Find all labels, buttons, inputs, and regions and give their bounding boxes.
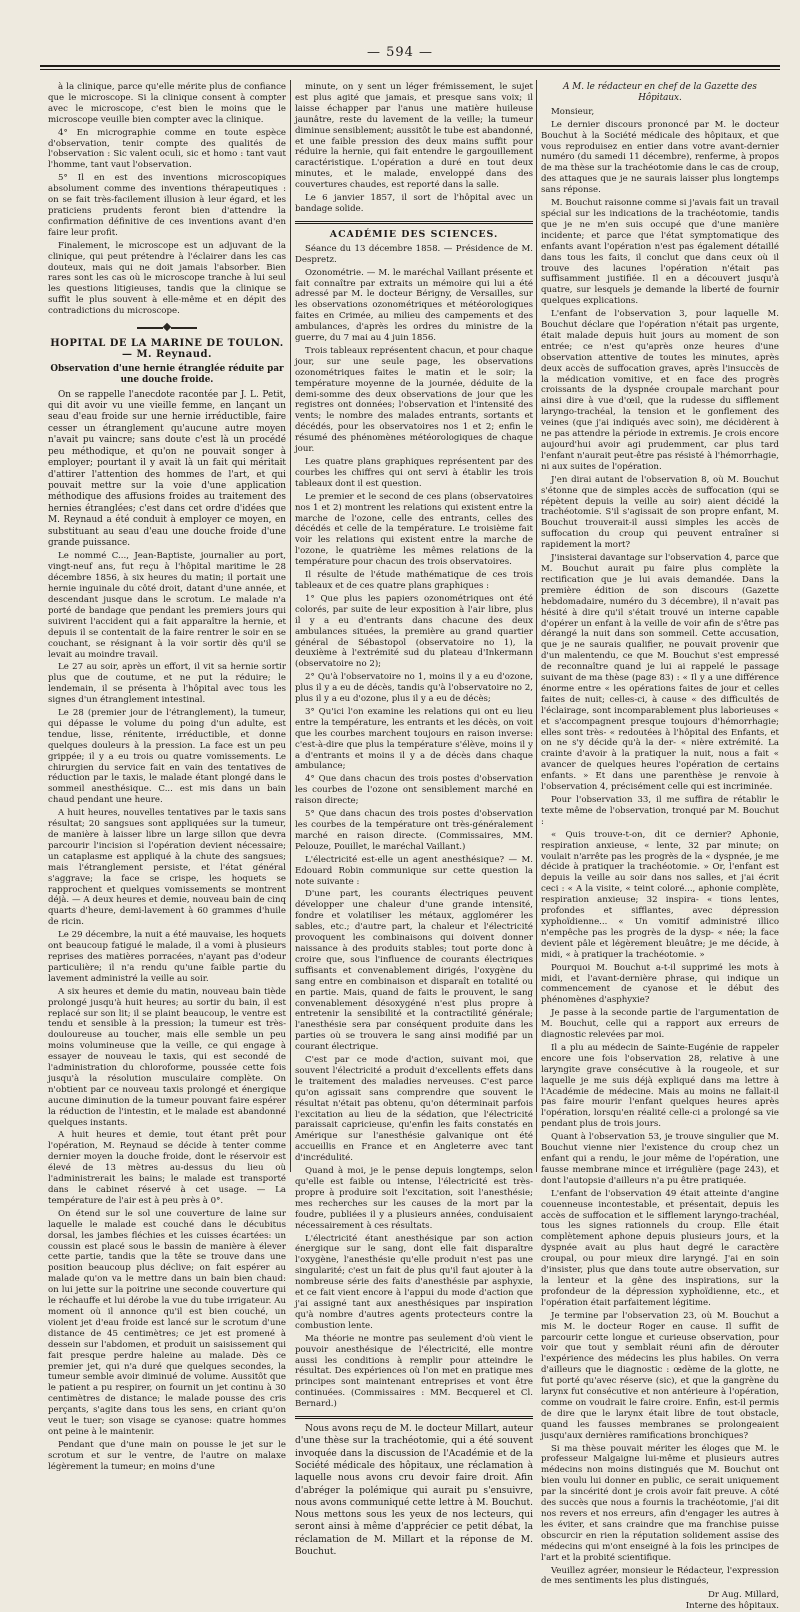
paragraph: 2° Qu'à l'observatoire no 1, moins il y a eu d'ozone, plus il y a eu de décès, tandis qu'à l'observatoire no 2, plus il y a eu d'ozone, plus il y a eu de décès; [295, 672, 533, 705]
section-rule [295, 1416, 533, 1419]
paragraph: 4° En micrographie comme en toute espèce d'observation, tenir compte des qualités de l'observation : Sic valent oculi, sic et homo : tant vaut l'homme, tant vaut l'observation. [48, 127, 286, 171]
paragraph: 5° Il en est des inventions microscopiques absolument comme des inventions thérapeutiques : on se fait très-facilement illusion à leur égard, et les praticiens prudents feront bien d'attendre la confirmation définitive de ces inventions avant d'en faire leur profit. [48, 173, 286, 238]
paragraph: 3° Qu'ici l'on examine les relations qui ont eu lieu entre la température, les entrants et les décès, on voit que les courbes marchent toujours en raison inverse: c'est-à-dire que plus la température s'élève, moins il y a d'entrants et moins il y a de décès dans chaque ambulance; [295, 706, 533, 772]
letter-address: A M. le rédacteur en chef de la Gazette des Hôpitaux. [563, 82, 757, 103]
ornament-divider [137, 323, 197, 333]
paragraph: Je termine par l'observation 23, où M. Bouchut a mis M. le docteur Roger en cause. Il suffit de parcourir cette longue et curieuse observation, pour voir que tout y semblait réuni afin de dérouter l'expérience des médecins les plus habiles. On verra d'ailleurs que le diagnostic : œdème de la glotte, ne fut porté qu'avec réserve (sic), et que la gangrène du larynx fut consécutive et non antérieure à l'opération, comme on voudrait le faire croire. Enfin, est-il permis de dire que le larynx était libre de tout obstacle, quand les fausses membranes se prolongeaient jusqu'aux dernières ramifications bronchiques? [541, 1310, 779, 1441]
salutation: Monsieur, [551, 106, 595, 117]
paragraph: Ozonométrie. — M. le maréchal Vaillant présente et fait connaître par extraits un mémoire qui lui a été adressé par M. le docteur Bérigny, de Versailles, sur les observations ozonométriques et météorologiques faites en Crimée, au milieu des campements et des ambulances, d'après les ordres du ministre de la guerre, du 7 mai au 4 juin 1856. [295, 267, 533, 344]
header-rule [40, 65, 780, 67]
paragraph: Je passe à la seconde partie de l'argumentation de M. Bouchut, celle qui a rapport aux erreurs de diagnostic relevées par moi. [541, 1008, 779, 1041]
paragraph: Quant à l'observation 53, je trouve singulier que M. Bouchut vienne nier l'existence du croup chez un enfant qui a rendu, le jour même de l'opération, une fausse membrane mince et irrégulière (page 243), et dont l'autopsie d'ailleurs n'a pu être pratiquée. [541, 1132, 779, 1186]
paragraph: Si ma thèse pouvait mériter les éloges que M. le professeur Malgaigne lui-même et plusieurs autres médecins non moins distingués que M. Bouchut ont bien voulu lui donner en public, ce serait uniquement par la sincérité dont je crois avoir fait preuve. A côté des succès que nous a fournis la trachéotomie, j'ai dit nos revers et nos erreurs, afin d'engager les autres à les éviter, et sans craindre que ma franchise puisse obscurcir en rien la réputation solidement assise des médecins qui m'ont enseigné à la fois les principes de l'art et la probité scientifique. [541, 1443, 779, 1563]
paragraph: à la clinique, parce qu'elle mérite plus de confiance que le microscope. Si la clinique consent à compter avec le microscope, c'est bien le moins que le microscope veuille bien compter avec la clinique. [48, 82, 286, 125]
paragraph: Quand à moi, je le pense depuis longtemps, selon qu'elle est faible ou intense, l'électricité est très-propre à produire soit l'excitation, soit l'anesthésie; mes recherches sur les causes de la mort par la foudre, publiées il y a plusieurs années, conduisaient nécessairement à ces résultats. [295, 1166, 533, 1231]
signature [541, 1590, 779, 1612]
paragraph: A huit heures, nouvelles tentatives par le taxis sans résultat; 20 sangsues sont appliquées sur la tumeur, de manière à laisser libre un large sillon que devra parcourir l'incision si l'opération devient nécessaire; un cataplasme est appliqué à la chute des sangsues; mais l'étranglement persiste, et l'état général s'aggrave; la face se crispe, les hoquets se rapprochent et quelques vomissements se montrent déjà. — A deux heures et demie, nouveau bain de cinq quarts d'heure, demi-lavement à 60 grammes d'huile de ricin. [48, 808, 286, 928]
paragraph: « Quis trouve-t-on, dit ce dernier? Aphonie, respiration anxieuse, « lente, 32 par minute; on voulait n'arrête pas les progrès de la « dyspnée, je me décide à pratiquer la trachéotomie. » Or, l'enfant est depuis la veille au soir dans nos salles, et j'ai écrit ceci : « A la visite, « teint coloré..., aphonie complète, respiration anxieuse; 32 inspira- « tions lentes, profondes et sifflantes, avec dépression xyphoïdienne... « Un vomitif administré illico n'empêche pas les progrès de la dysp- « née; la face devient pâle et légèrement bleuâtre; je me décide, à midi, « à pratiquer la trachéotomie. » [541, 829, 779, 960]
paragraph: Les quatre plans graphiques représentent par des courbes les chiffres qui ont servi à établir les trois tableaux dont il est question. [295, 457, 533, 489]
column-divider [536, 80, 537, 1172]
paragraph: Trois tableaux représentent chacun, et pour chaque jour, sur une seule page, les observations ozonométriques faites le matin et le soir; la température moyenne de la journée, déduite de la demi-somme des deux observations de jour que les registres ont données; l'observation et l'intensité des vents; le nombre des malades entrants, sortants et décédés, pour les observatoires nos 1 et 2; enfin le résumé des phénomènes météorologiques de chaque jour. [295, 345, 533, 455]
column-1 [48, 82, 286, 1472]
column-divider [290, 80, 291, 1172]
paragraph: Il résulte de l'étude mathématique de ces trois tableaux et de ces quatre plans graphiques : [295, 570, 533, 591]
paragraph: Le 27 au soir, après un effort, il vit sa hernie sortir plus que de coutume, et ne put la réduire; le lendemain, il se présenta à l'hôpital avec tous les signes d'un étranglement intestinal. [48, 662, 286, 706]
paragraph: L'enfant de l'observation 3, pour laquelle M. Bouchut déclare que l'opération n'était pas urgente, était malade depuis huit jours au moment de son entrée; ce n'est qu'après onze heures d'une observation attentive de toutes les minutes, après deux accès de suffocation graves, après l'insuccès de la médication vomitive, et en face des progrès croissants de la dyspnée croupale marchant pour ainsi dire à vue d'œil, que la rudesse du sifflement laryngo-trachéal, la tension et le gonflement des veines (que j'ai indiqués avec soin), me décidèrent à ne pas attendre la période in extremis. Je crois encore aujourd'hui avoir agi prudemment, car plus tard l'enfant n'aurait peut-être pas résisté à l'hémorrhagie, ni aux suites de l'opération. [541, 309, 779, 472]
paragraph: Le 28 (premier jour de l'étranglement), la tumeur, qui dépasse le volume du poing d'un adulte, est tendue, lisse, rénitente, irréductible, et donne quelques douleurs à la pression. La face est un peu grippée; il y a eu trois ou quatre vomissements. Le chirurgien du service fait en vain des tentatives de réduction par le taxis, le malade étant plongé dans le sommeil anesthésique. C... est mis dans un bain chaud pendant une heure. [48, 708, 286, 806]
paragraph: 5° Que dans chacun des trois postes d'observation les courbes de la température ont très-généralement marché en raison directe. (Commissaires, MM. Pelouze, Pouillet, le maréchal Vaillant.) [295, 809, 533, 852]
paragraph: M. Bouchut raisonne comme si j'avais fait un travail spécial sur les indications de la trachéotomie, tandis que je ne m'en suis occupé que d'une manière incidente; et parce que l'état symptomatique des enfants avant l'opération n'est pas également détaillé dans tous les faits, il conclut que dans ceux où il trouve des lacunes l'opération n'était pas suffisamment justifiée. Il en a découvert jusqu'à quatre, sur lesquels je demande la liberté de fournir quelques explications. [541, 198, 779, 307]
paragraph: Ma théorie ne montre pas seulement d'où vient le pouvoir anesthésique de l'électricité, elle montre aussi les conditions à remplir pour atteindre le résultat. Des expériences où l'on met en pratique mes principes sont maintenant entreprises et vont être continuées. (Commissaires : MM. Becquerel et Cl. Bernard.) [295, 1333, 533, 1410]
paragraph: J'insisterai davantage sur l'observation 4, parce que M. Bouchut aurait pu faire plus complète la rectification que je lui avais demandée. Dans la première édition de son discours (Gazette hebdomadaire, numéro du 3 décembre), il n'avait pas hésité à dire qu'il s'était trouvé un interne capable d'opérer un enfant à la veille de voir afin de s'être pas dérangé la nuit dans son sommeil. Cette accusation, que je ne saurais qualifier, ne pouvait provenir que d'un malentendu, ce que M. Bouchut s'est empressé de reconnaître quand je lui ai rappelé le passage suivant de ma thèse (page 83) : « Il y a une différence énorme entre « les opérations faites de jour et celles faites de nuit; celles-ci, à cause « des difficultés de l'éclairage, sont incomparablement plus laborieuses « et s'accompagnent presque toujours d'hémorrhagie; elles sont très- « redoutées à l'hôpital des Enfants, et on ne s'y décide qu'à la der- « nière extrémité. La crainte d'avoir à la pratiquer la nuit, nous a fait « avancer de quelques heures l'opération de certains enfants. » Et dans une parenthèse je renvoie à l'observation 4, précisément celle qui est incriminée. [541, 553, 779, 793]
paragraph: J'en dirai autant de l'observation 8, où M. Bouchut s'étonne que de simples accès de suffocation (qui se répètent depuis la veille au soir) aient décidé la trachéotomie. S'il s'agissait de son propre enfant, M. Bouchut trouverait-il aussi simples les accès de suffocation du croup qui peuvent entraîner si rapidement la mort? [541, 474, 779, 551]
paragraph: A huit heures et demie, tout étant prêt pour l'opération, M. Reynaud se décide à tenter comme dernier moyen la douche froide, dont le réservoir est élevé de 13 mètres au-dessus du lieu où l'administrerait les bains; le malade est transporté dans le cabinet réservé à cet usage. — La température de l'air est à peu près à 0°. [48, 1130, 286, 1206]
session-line: Séance du 13 décembre 1858. — Présidence de M. Despretz. [295, 243, 533, 265]
signature-title: Interne des hôpitaux. [685, 1601, 779, 1612]
paragraph: L'électricité étant anesthésique par son action énergique sur le sang, dont elle fait disparaître l'oxygène, l'anesthésie qu'elle produit n'est pas une singularité; c'est un fait de plus qu'il faut ajouter à la nombreuse série des faits d'anesthésie par asphyxie, et ce fait vient encore à l'appui du mode d'action que j'ai assigné tant aux anesthésiques par inspiration qu'à nombre d'autres agents protecteurs contre la combustion lente. [295, 1233, 533, 1331]
column-3 [541, 82, 779, 1612]
article-subheading: Observation d'une hernie étranglée réduite par une douche froide. [50, 363, 284, 385]
paragraph: Le premier et le second de ces plans (observatoires nos 1 et 2) montrent les relations qui existent entre la marche de l'ozone, celle des entrants, celles des décédés et celle de la température. Le troisième fait voir les relations qui existent entre la marche de l'ozone, le quatrième les mêmes relations de la température pour chacun des trois observatoires. [295, 491, 533, 568]
paragraph: Pourquoi M. Bouchut a-t-il supprimé les mots à midi, et l'avant-dernière phrase, qui indique un commencement de cyanose et le début des phénomènes d'asphyxie? [541, 962, 779, 1006]
paragraph: Le nommé C..., Jean-Baptiste, journalier au port, vingt-neuf ans, fut reçu à l'hôpital maritime le 28 décembre 1856, à six heures du matin; il portait une hernie inguinale du côté droit, datant d'une année, et descendant jusque dans le scrotum. Le malade n'a porté de bandage que pendant les premiers jours qui suivirent l'accident qui a fait apparaître la hernie, et depuis il se contentait de la faire rentrer le soir en se couchant, se résignant à la voir sortir dès qu'il se levait au moindre travail. [48, 551, 286, 660]
paragraph: Le dernier discours prononcé par M. le docteur Bouchut à la Société médicale des hôpitaux, et que vous reproduisez en entier dans votre avant-dernier numéro (du samedi 11 décembre), renferme, à propos de ma thèse sur la trachéotomie dans le cas de croup, des attaques que je ne saurais laisser plus longtemps sans réponse. [541, 119, 779, 196]
paragraph: Veuillez agréer, monsieur le Rédacteur, l'expression de mes sentiments les plus distingués, [541, 1565, 779, 1587]
section-heading: ACADÉMIE DES SCIENCES. [329, 228, 499, 240]
paragraph: A six heures et demie du matin, nouveau bain tiède prolongé jusqu'à huit heures; au sortir du bain, il est replacé sur son lit; il se plaint beaucoup, le ventre est tendu et sensible à la pression; la tumeur est très-douloureuse au toucher, mais elle semble un peu moins volumineuse que la veille, ce qui engage à essayer de nouveau le taxis, qui est secondé de l'administration du chloroforme, poussée cette fois jusqu'à la résolution musculaire complète. On n'obtient par ce nouveau taxis prolongé et énergique aucune diminution de la tumeur pouvant faire espérer la réduction de l'intestin, et le malade est abandonné quelques instants. [48, 986, 286, 1128]
article-heading: HOPITAL DE LA MARINE DE TOULON. — M. Reynaud. [50, 338, 284, 360]
paragraph: On se rappelle l'anecdote racontée par J. L. Petit, qui dit avoir vu une vieille femme, en lançant un seau d'eau froide sur une hernie irréductible, faire cesser un étranglement qu'aucune autre moyen n'avait pu vaincre; sans doute c'est là un procédé peu méthodique, et qu'on ne pouvait songer à employer; pourtant il y avait là un fait qui méritait d'attirer l'attention des hommes de l'art, et qui pouvait mettre sur la voie d'une application méthodique des affusions froides au traitement des hernies étranglées; c'est dans cet ordre d'idées que M. Reynaud a été conduit à employer ce moyen, en substituant au seau d'eau une douche froide d'une grande puissance. [48, 389, 286, 548]
paragraph: Pour l'observation 33, il me suffira de rétablir le texte même de l'observation, tronqué par M. Bouchut : [541, 795, 779, 827]
paragraph: Finalement, le microscope est un adjuvant de la clinique, qui peut prétendre à l'éclairer dans les cas douteux, mais qui ne doit jamais l'absorber. Bien rares sont les cas où le microscope tranche à lui seul les questions litigieuses, tandis que la clinique se suffit le plus souvent à elle-même et en dépit des contradictions du microscope. [48, 240, 286, 317]
signature-name: Dr Aug. Millard, [708, 1590, 779, 1601]
paragraph: Le 6 janvier 1857, il sort de l'hôpital avec un bandage solide. [295, 193, 533, 214]
paragraph: On étend sur le sol une couverture de laine sur laquelle le malade est couché dans le décubitus dorsal, les jambes fléchies et les cuisses écartées: un coussin est placé sous le bassin de manière à élever cette partie, tandis que la tête se trouve dans une position beaucoup plus déclive; on fait espérer au malade qu'on va le mettre dans un bain bien chaud: on lui jette sur la poitrine une seconde couverture qui le réchauffe et lui dérobe la vue du tube irrigateur. Au moment où il annonce qu'il est bien couché, un violent jet d'eau froide est lancé sur le scrotum d'une distance de 45 centimètres; ce jet est promené à dessein sur l'abdomen, et produit un saisissement qui fait presque perdre haleine au malade. Dès ce premier jet, qui n'a duré que quelques secondes, la tumeur semble avoir diminué de volume. Aussitôt que le patient a pu respirer, on fournit un jet continu à 30 centimètres de distance; le malade pousse des cris perçants, s'agite dans tous les sens, en criant qu'on veut le tuer; son visage se cyanose: quatre hommes ont peine à le maintenir. [48, 1208, 286, 1437]
paragraph: D'une part, les courants électriques peuvent développer une chaleur d'une grande intensité, fondre et volatiliser les métaux, agglomérer les sables, etc.; d'autre part, la chaleur et l'électricité provoquent les combinaisons qui doivent donner naissance à des produits stables; tout porte donc à croire que, sous l'influence de courants électriques suffisants et convenablement dirigés, l'oxygène du sang entre en combinaison et disparaît en totalité ou en partie. Mais, quand de faits le prouvent, le sang convenablement désoxygéné n'est plus propre à entretenir la sensibilité et la contractilité générale; l'anesthésie sera par conséquent produite dans les parties où se trouvera le sang ainsi modifié par un courant électrique. [295, 889, 533, 1053]
header-rule-thin [40, 69, 780, 70]
paragraph: Nous avons reçu de M. le docteur Millart, auteur d'une thèse sur la trachéotomie, qui a été souvent invoquée dans la discussion de l'Académie et de la Société médicale des hôpitaux, une réclamation à laquelle nous avons cru devoir faire droit. Afin d'abréger la polémique qui aurait pu s'ensuivre, nous avons communiqué cette lettre à M. Bouchut. Nous mettons sous les yeux de nos lecteurs, qui seront ainsi à même d'apprécier ce petit débat, la réclamation de M. Millart et la réponse de M. Bouchut. [295, 1424, 533, 1557]
column-2 [295, 82, 533, 1557]
paragraph: 1° Que plus les papiers ozonométriques ont été colorés, par suite de leur exposition à l'air libre, plus il y a eu d'entrants dans chacune des deux ambulances situées, la première au grand quartier général de Sébastopol (observatoire no 1), la deuxième à l'extrémité sud du plateau d'Inkermann (observatoire no 2); [295, 593, 533, 670]
paragraph: 4° Que dans chacun des trois postes d'observation les courbes de l'ozone ont sensiblement marché en raison directe; [295, 774, 533, 807]
paragraph: Le 29 décembre, la nuit a été mauvaise, les hoquets ont beaucoup fatigué le malade, il a vomi à plusieurs reprises des matières porracées, n'ayant pas d'odeur particulière; il n'a rendu qu'une faible partie du lavement administré la veille au soir. [48, 930, 286, 984]
paragraph: Il a plu au médecin de Sainte-Eugénie de rappeler encore une fois l'observation 28, relative à une laryngite grave consécutive à la rougeole, et sur laquelle je me suis déjà expliqué dans ma lettre à l'Académie de médecine. Mais au moins ne fallait-il pas faire mourir l'enfant quelques heures après l'opération, lorsqu'en réalité celle-ci a prolongé sa vie pendant plus de trois jours. [541, 1042, 779, 1130]
paragraph: Pendant que d'une main on pousse le jet sur le scrotum et sur le ventre, de l'autre on malaxe légèrement la tumeur; en moins d'une [48, 1439, 286, 1472]
paragraph: L'électricité est-elle un agent anesthésique? — M. Edouard Robin communique sur cette question la note suivante : [295, 854, 533, 887]
paragraph: C'est par ce mode d'action, suivant moi, que souvent l'électricité a produit d'excellents effets dans le traitement des maladies nerveuses. C'est parce qu'on agissait sans comprendre que souvent le résultat n'était pas obtenu, qu'on déterminait parfois l'excitation au lieu de la sédation, que l'électricité paraissait capricieuse, qu'enfin les faits constatés en Amérique sur l'anesthésie galvanique ont été accueillis en France et en Angleterre avec tant d'incrédulité. [295, 1055, 533, 1164]
section-rule [295, 221, 533, 224]
paragraph: L'enfant de l'observation 49 était atteinte d'angine couenneuse incontestable, et présentait, depuis les accès de suffocation et le sifflement laryngo-trachéal, tous les signes rationnels du croup. Elle était complètement aphone depuis plusieurs jours, et la dyspnée avait au plus haut degré le caractère croupal, ou pour mieux dire laryngé. J'ai en soin d'insister, plus que dans toute autre observation, sur la lenteur et la gêne des inspirations, sur la profondeur de la dépression xyphoïdienne, etc., et l'opération était parfaitement légitime. [541, 1188, 779, 1308]
page-number: — 594 — [366, 45, 434, 60]
paragraph: minute, on y sent un léger frémissement, le sujet est plus agité que jamais, et presque sans voix; il laisse échapper par l'anus une matière huileuse jaunâtre, reste du lavement de la veille; la tumeur diminue sensiblement; aussitôt le tube est abandonné, et une faible pression des deux mains suffit pour réduire la hernie, qui fait entendre le gargouillement caractéristique. L'opération a duré en tout deux minutes, et le malade, enveloppé dans des couvertures chaudes, est reporté dans la salle. [295, 82, 533, 191]
